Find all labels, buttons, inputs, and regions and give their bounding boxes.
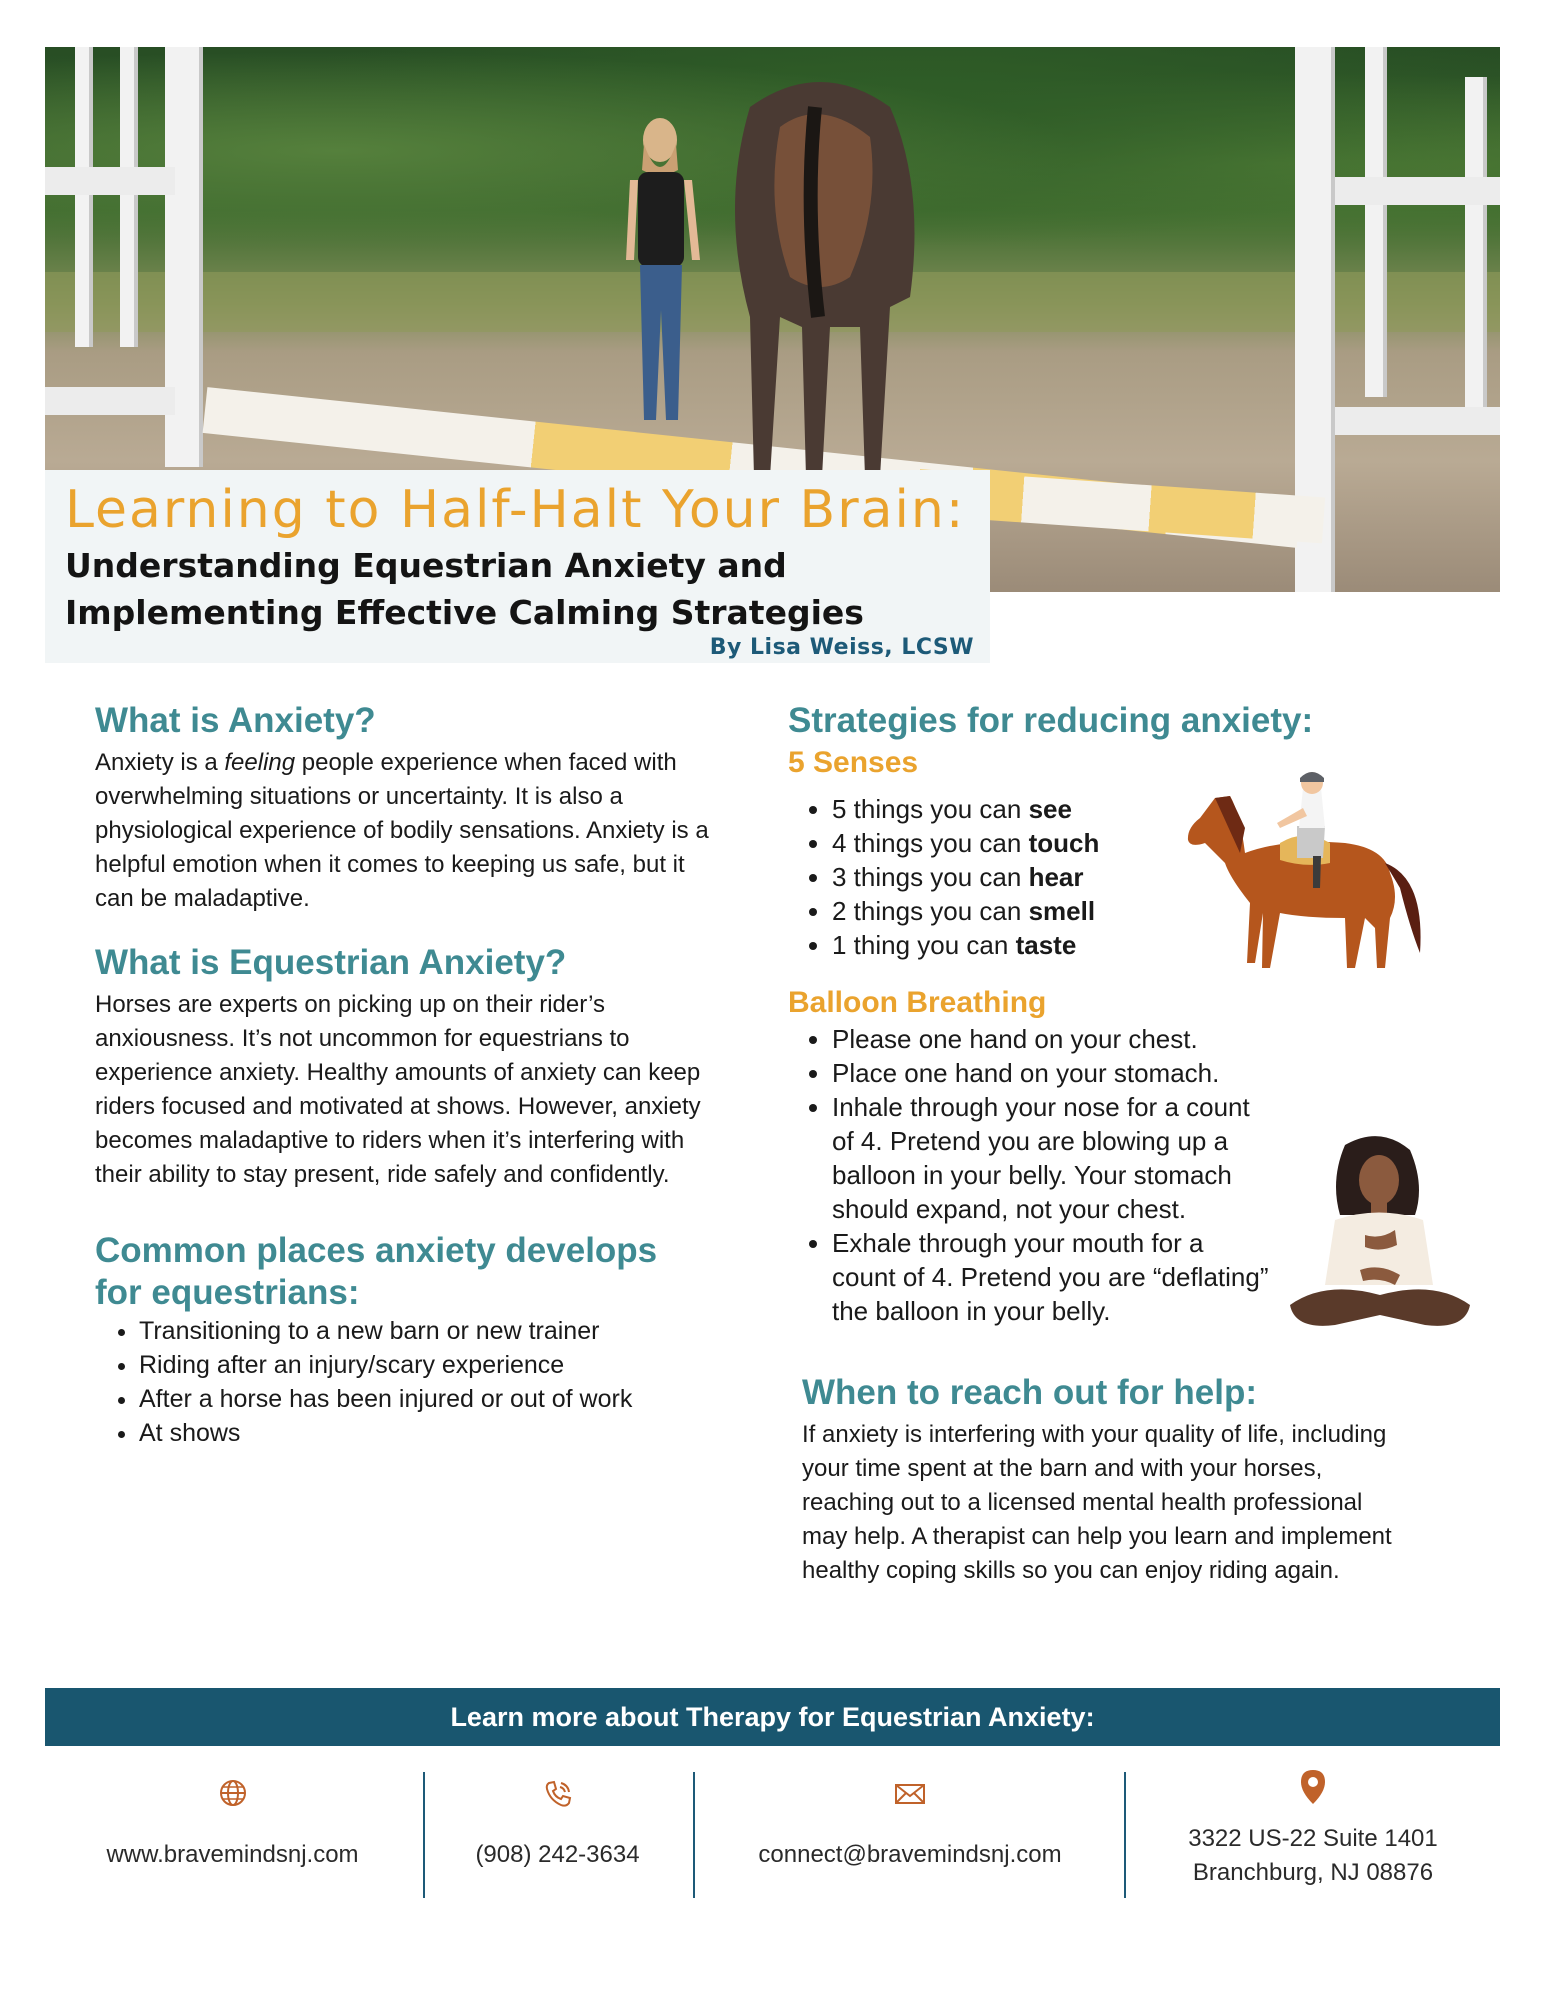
address-contact — [1126, 1768, 1500, 1888]
address — [1126, 1822, 1500, 1890]
subtitle-line-2: Implementing Effective Calming Strategies — [65, 593, 864, 632]
list-item: • Exhale through your mouth for a count of 4. Pretend you are “deflating” the balloon in your belly. — [832, 1226, 1272, 1328]
list-item: • 2 things you can smell — [832, 894, 1488, 928]
address-line-2: Branchburg, NJ 08876 — [1192, 1859, 1434, 1886]
byline: By Lisa Weiss, LCSW — [709, 635, 974, 660]
page-subtitle — [65, 542, 864, 636]
left-column — [95, 700, 715, 1450]
help-heading: When to reach out for help: — [802, 1373, 1257, 1412]
list-item: • Transitioning to a new barn or new trainer — [139, 1314, 715, 1348]
website-contact[interactable] — [45, 1778, 420, 1898]
person-walking-illustration — [620, 110, 704, 430]
list-item: • 3 things you can hear — [832, 860, 1488, 894]
list-item: • Riding after an injury/scary experience — [139, 1348, 715, 1382]
balloon-breathing-list — [788, 1022, 1272, 1328]
help-text: If anxiety is interfering with your quality of life, including your time spent at the barn and with your horses, reaching out to a licensed mental health professional may help. A therapist can help you learn and implement healthy coping skills so you can enjoy riding again. — [802, 1421, 1392, 1584]
five-senses-heading: 5 Senses — [788, 746, 919, 779]
meditating-woman-illustration — [1285, 1135, 1475, 1345]
common-places-list — [95, 1314, 715, 1450]
email-contact[interactable] — [695, 1778, 1125, 1898]
phone-contact[interactable] — [425, 1778, 690, 1898]
envelope-icon — [893, 1778, 927, 1808]
phone-icon — [542, 1778, 574, 1810]
horse-back-illustration — [710, 67, 930, 487]
list-item: • After a horse has been injured or out of work — [139, 1382, 715, 1416]
phone-number[interactable]: (908) 242-3634 — [475, 1841, 640, 1868]
list-item: • 5 things you can see — [832, 792, 1488, 826]
list-item: • 1 thing you can taste — [832, 928, 1488, 962]
what-is-anxiety-heading: What is Anxiety? — [95, 701, 376, 740]
balloon-breathing-heading: Balloon Breathing — [788, 986, 1047, 1019]
equestrian-anxiety-heading: What is Equestrian Anxiety? — [95, 943, 567, 982]
what-is-anxiety-text: Anxiety is a feeling people experience when faced with overwhelming situations or uncertainty. It is also a physiological experience of bodily sensations. Anxiety is a helpful emotion when it comes to keeping us safe, but it can be maladaptive. — [95, 749, 709, 912]
page-title: Learning to Half-Halt Your Brain: — [65, 480, 966, 540]
subtitle-line-1: Understanding Equestrian Anxiety and — [65, 546, 787, 585]
list-item: • Please one hand on your chest. — [832, 1022, 1272, 1056]
map-pin-icon — [1299, 1768, 1327, 1806]
horse-rider-illustration — [1185, 768, 1435, 983]
strategies-heading: Strategies for reducing anxiety: — [788, 701, 1314, 740]
email-link[interactable]: connect@bravemindsnj.com — [758, 1841, 1062, 1868]
website-link[interactable]: www.bravemindsnj.com — [106, 1841, 359, 1868]
address-line-1: 3322 US-22 Suite 1401 — [1188, 1825, 1438, 1852]
equestrian-anxiety-text: Horses are experts on picking up on their rider’s anxiousness. It’s not uncommon for equestrians to experience anxiety. Healthy amounts of anxiety can keep riders focused and motivated at shows. However, anxiety becomes maladaptive to riders when it’s interfering with their ability to stay present, ride safely and confidently. — [95, 991, 701, 1188]
emphasis-feeling: feeling — [224, 749, 296, 776]
list-item: • At shows — [139, 1416, 715, 1450]
title-box — [45, 470, 990, 663]
common-places-heading: Common places anxiety develops for equestrians: — [95, 1231, 658, 1312]
globe-icon — [218, 1778, 248, 1808]
learn-more-banner: Learn more about Therapy for Equestrian Anxiety: — [45, 1688, 1500, 1746]
list-item: • 4 things you can touch — [832, 826, 1488, 860]
list-item: • Inhale through your nose for a count of 4. Pretend you are blowing up a balloon in your belly. Your stomach should expand, not your chest. — [832, 1090, 1272, 1226]
list-item: • Place one hand on your stomach. — [832, 1056, 1272, 1090]
